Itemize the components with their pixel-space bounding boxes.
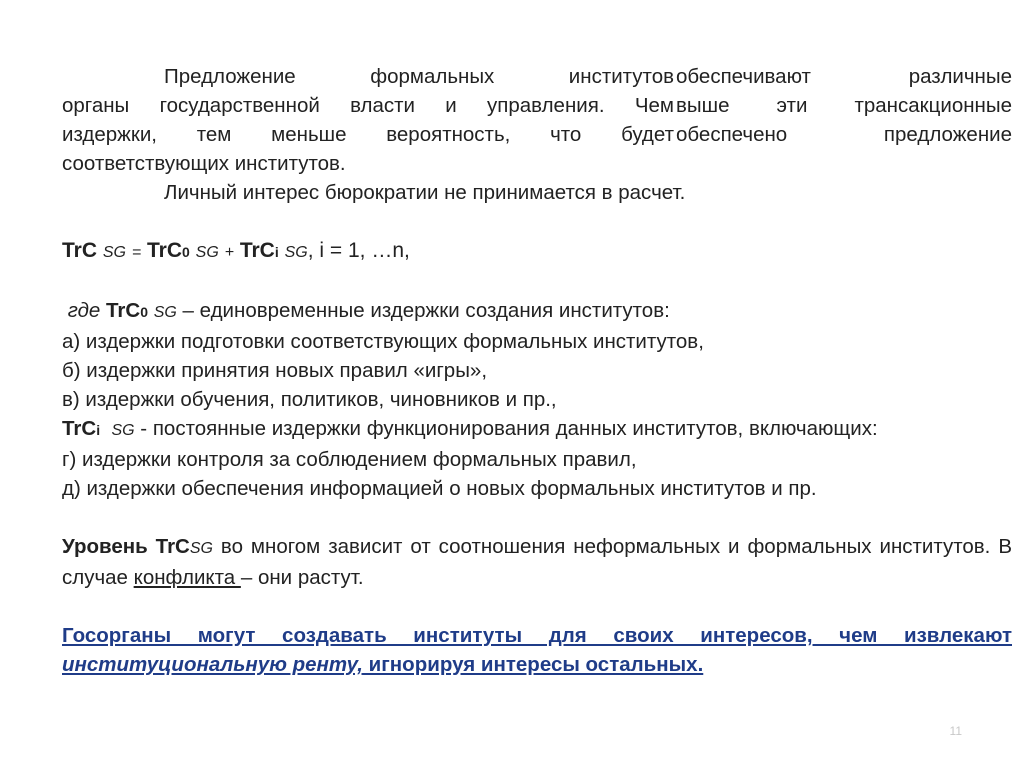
list-item-c: в) издержки обучения, политиков, чиновников и пр., — [62, 388, 557, 411]
where-sg: SG — [153, 304, 177, 321]
conclusion-paragraph — [62, 621, 1012, 679]
formula-sg-3: SG — [284, 244, 308, 261]
formula-sub-0: 0 — [182, 244, 190, 260]
intro-block — [62, 62, 1012, 178]
where-gde: где — [67, 299, 101, 322]
list-item-d: г) издержки контроля за соблюдением формальных правил, — [62, 448, 637, 471]
bureaucracy-interest-line: Личный интерес бюрократии не принимается в расчет. — [164, 181, 686, 204]
intro-line-2: органы государственной власти и управления. Чем — [62, 94, 674, 117]
intro-line-4: соответствующих институтов. — [62, 152, 346, 175]
intro-line-1: Предложение формальных институтов — [164, 65, 674, 88]
where-text: – единовременные издержки создания институтов: — [176, 299, 670, 322]
intro-right-column — [676, 62, 1012, 149]
trci-sg: SG — [111, 422, 135, 439]
trci-text: - постоянные издержки функционирования данных институтов, включающих: — [134, 417, 878, 440]
intro-line-3: издержки, тем меньше вероятность, что будет — [62, 123, 674, 146]
conclusion-part-2: игнорируя интересы остальных. — [362, 653, 704, 676]
level-text-2: – они растут. — [240, 566, 364, 589]
slide-number: 11 — [949, 724, 962, 738]
trci-sub-i: i — [96, 422, 101, 438]
level-bold: Уровень TrC — [62, 535, 190, 558]
intro-right-line-3: обеспечено предложение — [676, 123, 1012, 146]
formula-sg-2: SG — [195, 244, 219, 261]
where-trc: TrC — [106, 299, 141, 322]
list-item-b: б) издержки принятия новых правил «игры», — [62, 359, 488, 382]
formula-index-range: , i = 1, …n, — [307, 239, 410, 262]
list-item-e: д) издержки обеспечения информацией о новых формальных институтов и пр. — [62, 477, 817, 500]
trci-trc: TrC — [62, 417, 97, 440]
trci-definition — [62, 414, 1012, 445]
intro-right-line-1: обеспечивают различные — [676, 65, 1012, 88]
cost-formula — [62, 236, 1012, 267]
formula-plus: + — [224, 244, 234, 261]
conclusion-part-1: Госорганы могут создавать институты для своих интересов, чем извлекают — [62, 624, 1012, 647]
formula-sub-i: i — [274, 244, 279, 260]
conclusion-rent: институциональную ренту, — [62, 653, 363, 676]
level-text-1: во многом зависит от соотношения неформальных и формальных институтов. В случае — [62, 535, 1012, 589]
list-item-a: а) издержки подготовки соответствующих формальных институтов, — [62, 330, 704, 353]
formula-trc-i: TrC — [239, 239, 275, 262]
level-paragraph — [62, 532, 1012, 592]
where-sub-0: 0 — [140, 304, 149, 320]
level-sg: SG — [189, 540, 213, 557]
where-definition — [62, 296, 1012, 327]
formula-equals: = — [131, 244, 142, 261]
formula-trc-total: TrC — [62, 239, 98, 262]
slide-body — [62, 62, 1012, 679]
level-conflict: конфликта — [133, 566, 241, 589]
intro-left-column — [62, 62, 674, 178]
formula-sg-1: SG — [102, 244, 126, 261]
intro-right-line-2: выше эти трансакционные — [676, 94, 1012, 117]
formula-trc-0: TrC — [147, 239, 183, 262]
